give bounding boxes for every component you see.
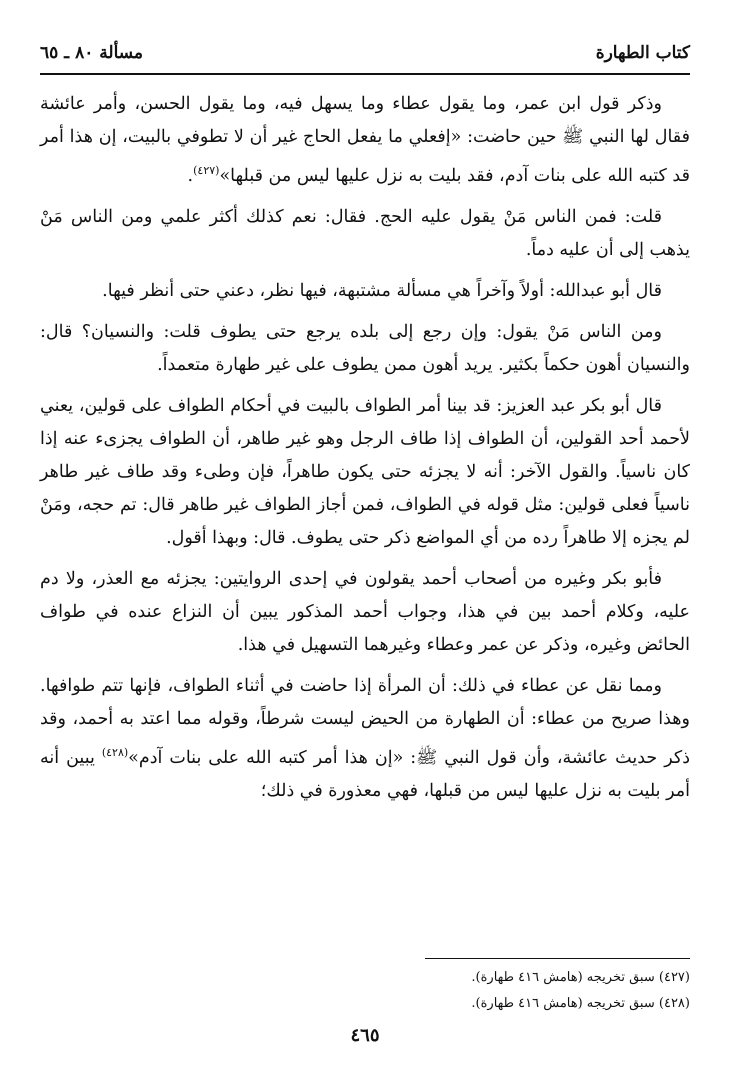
- footnotes: [40, 965, 690, 1017]
- paragraph: فأبو بكر وغيره من أصحاب أحمد يقولون في إحدى الروايتين: يجزئه مع العذر، ولا دم عليه، وكلام أحمد بين في هذا، وجواب أحمد المذكور يبين أن النزاع عنده في طواف الحائض وغيره، وذكر عن عمر وعطاء وغيرهما التسهيل في هذا.: [40, 568, 690, 655]
- footnote-ref: (٤٢٧): [193, 164, 220, 177]
- paragraph: قال أبو بكر عبد العزيز: قد بينا أمر الطواف بالبيت في أحكام الطواف على قولين، يعني لأحمد أحد القولين، أن الطواف إذا طاف الرجل وهو غير طاهر، أن الطواف يجزىء عنه إذا كان ناسياً. والقول الآخر: أنه لا يجزئه حتى يكون طاهراً، فإن وطىء وقد طاف غير طاهر ناسياً فعلى قولين: مثل قوله في الطواف، فمن أجاز الطواف غير طاهر قال: تم حجه، ومَنْ لم يجزه إلا طاهراً رده من أي المواضع ذكر حتى يطوف. قال: وبهذا أقول.: [40, 395, 690, 548]
- footnote-ref: (٤٢٨): [101, 745, 129, 759]
- footnote: (٤٢٨) سبق تخريجه (هامش ٤١٦ طهارة).: [471, 996, 690, 1011]
- running-header: [40, 38, 690, 68]
- paragraph: قلت: فمن الناس مَنْ يقول عليه الحج. فقال: نعم كذلك أكثر علمي ومن الناس مَنْ يذهب إلى أن عليه دماً.: [40, 206, 690, 260]
- header-issue-range: مسألة ٨٠ ـ ٦٥: [40, 43, 144, 63]
- footnote: (٤٢٧) سبق تخريجه (هامش ٤١٦ طهارة).: [471, 970, 690, 985]
- paragraph: قال أبو عبدالله: أولاً وآخراً هي مسألة مشتبهة، فيها نظر، دعني حتى أنظر فيها.: [102, 280, 662, 301]
- page-number: ٤٦٥: [350, 1025, 380, 1046]
- page-body: [40, 88, 690, 816]
- footnote-divider: [425, 958, 690, 959]
- header-book-title: كتاب الطهارة: [595, 43, 690, 63]
- paragraph: ومما نقل عن عطاء في ذلك: أن المرأة إذا حاضت في أثناء الطواف، فإنها تتم طوافها. وهذا صريح من عطاء: أن الطهارة من الحيض ليست شرطاً، وقوله مما اعتد به أحمد، وقد ذكر حديث عائشة، وأن قول النبي ﷺ: «إن هذا أمر كتبه الله على بنات آدم»$^{(٤٢٨)}$ يبين أنه أمر بليت به نزل عليها ليس من قبلها، فهي معذورة في ذلك؛: [40, 675, 690, 801]
- paragraph: ومن الناس مَنْ يقول: وإن رجع إلى بلده يرجع حتى يطوف قلت: والنسيان؟ قال: والنسيان أهون حكماً بكثير. يريد أهون ممن يطوف على غير طهارة متعمداً.: [40, 321, 690, 375]
- header-divider: [40, 73, 690, 75]
- paragraph: وذكر قول ابن عمر، وما يقول عطاء وما يسهل فيه، وما يقول الحسن، وأمر عائشة فقال لها النبي ﷺ حين حاضت: «إفعلي ما يفعل الحاج غير أن لا تطوفي بالبيت، إن هذا أمر قد كتبه الله على بنات آدم، فقد بليت به نزل عليها ليس من قبلها»$^{(٤٢٧)}$.: [40, 94, 690, 186]
